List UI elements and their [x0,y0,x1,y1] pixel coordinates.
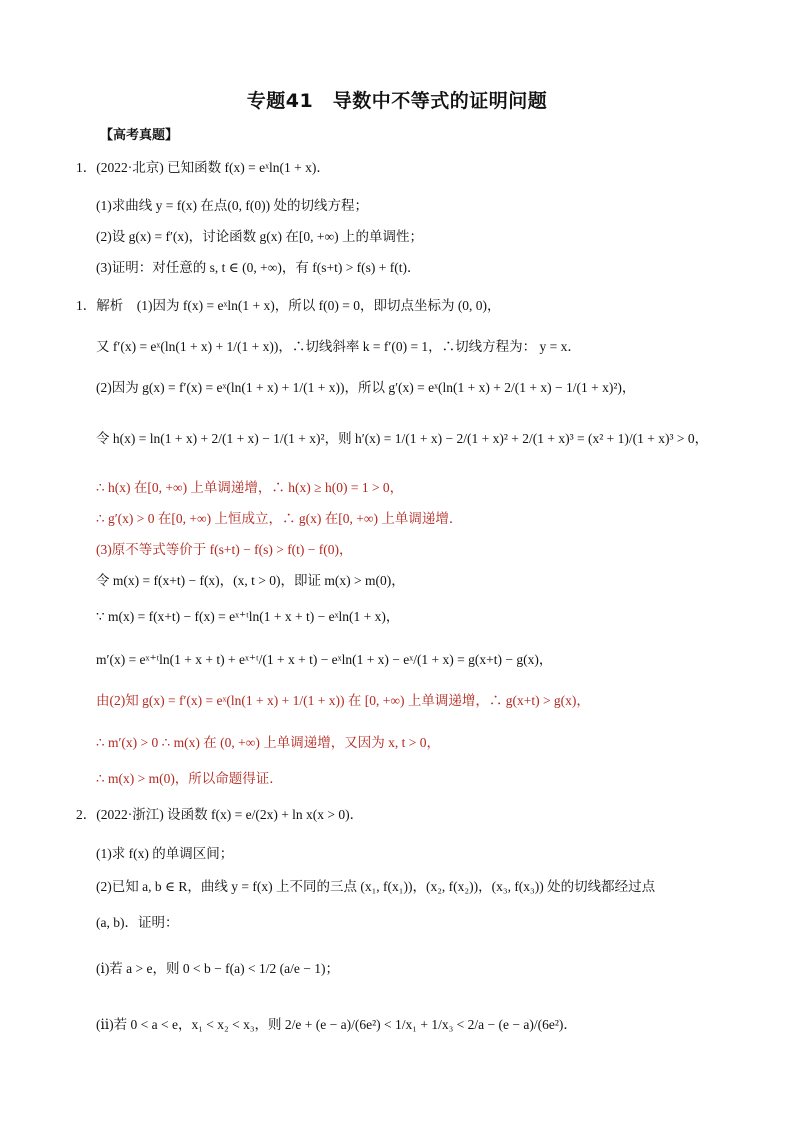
problem-2-part-2-cont: (a, b)．证明： [96,915,179,930]
solution-1-line: ∵ m(x) = f(x+t) − f(x) = eˣ⁺ᵗln(1 + x + t) − eˣln(1 + x)， [96,609,400,624]
solution-1-line: ∴ m′(x) > 0 ∴ m(x) 在 (0, +∞) 上单调递增，又因为 x, t > 0， [96,735,440,750]
page-title: 专题41 导数中不等式的证明问题 [246,90,548,112]
section-heading: 【高考真题】 [100,128,179,143]
problem-1-part-3: (3)证明：对任意的 s, t ∈ (0, +∞)，有 f(s+t) > f(s) + f(t)． [96,260,421,275]
problem-2-part-2: (2)已知 a, b ∈ R，曲线 y = f(x) 上不同的三点 (x₁, f(x₁))，(x₂, f(x₂))，(x₃, f(x₃)) 处的切线都经过点 [96,879,656,894]
solution-1-line: ∴ g′(x) > 0 在[0, +∞) 上恒成立，∴ g(x) 在[0, +∞) 上单调递增． [96,511,463,526]
solution-1-line: ∴ h(x) 在[0, +∞) 上单调递增，∴ h(x) ≥ h(0) = 1 > 0， [96,480,404,495]
solution-1-line: (3)原不等式等价于 f(s+t) − f(s) > f(t) − f(0)， [96,542,353,557]
problem-2-part-ii: (ⅱ)若 0 < a < e，x₁ < x₂ < x₃，则 2/e + (e − a)/(6e²) < 1/x₁ + 1/x₃ < 2/a − (e − a)/(6e²)． [96,1017,577,1032]
solution-1-line: (2)因为 g(x) = f′(x) = eˣ(ln(1 + x) + 1/(1 + x))，所以 g′(x) = eˣ(ln(1 + x) + 2/(1 + x) − 1/(1 + x)²)， [96,380,636,395]
solution-1-line: m′(x) = eˣ⁺ᵗln(1 + x + t) + eˣ⁺ᵗ/(1 + x + t) − eˣln(1 + x) − eˣ/(1 + x) = g(x+t) − g(x)， [96,652,553,667]
solution-1-line: 1．解析 (1)因为 f(x) = eˣln(1 + x)，所以 f(0) = 0，即切点坐标为 (0, 0)， [76,298,501,313]
problem-2-part-1: (1)求 f(x) 的单调区间； [96,846,234,861]
problem-1-part-1: (1)求曲线 y = f(x) 在点(0, f(0)) 处的切线方程； [96,198,368,213]
solution-1-line: 又 f′(x) = eˣ(ln(1 + x) + 1/(1 + x))，∴切线斜率 k = f′(0) = 1，∴切线方程为： y = x． [96,339,581,354]
problem-2-part-i: (ⅰ)若 a > e，则 0 < b − f(a) < 1/2 (a/e − 1)； [96,961,339,976]
solution-1-line: 令 m(x) = f(x+t) − f(x)，(x, t > 0)，即证 m(x) > m(0)， [96,573,405,588]
problem-1-statement: 1．(2022·北京) 已知函数 f(x) = eˣln(1 + x)． [76,160,330,175]
solution-1-line: 令 h(x) = ln(1 + x) + 2/(1 + x) − 1/(1 + x)²，则 h′(x) = 1/(1 + x) − 2/(1 + x)² + 2/(1 + x)³ = (x² + 1)/(1 + x)³ > 0， [96,431,709,446]
problem-2-statement: 2．(2022·浙江) 设函数 f(x) = e/(2x) + ln x(x > 0)． [76,807,364,822]
solution-1-line: 由(2)知 g(x) = f′(x) = eˣ(ln(1 + x) + 1/(1 + x)) 在 [0, +∞) 上单调递增，∴ g(x+t) > g(x)， [96,693,590,708]
solution-1-line: ∴ m(x) > m(0)，所以命题得证． [96,771,283,786]
problem-1-part-2: (2)设 g(x) = f′(x)，讨论函数 g(x) 在[0, +∞) 上的单调性； [96,229,424,244]
